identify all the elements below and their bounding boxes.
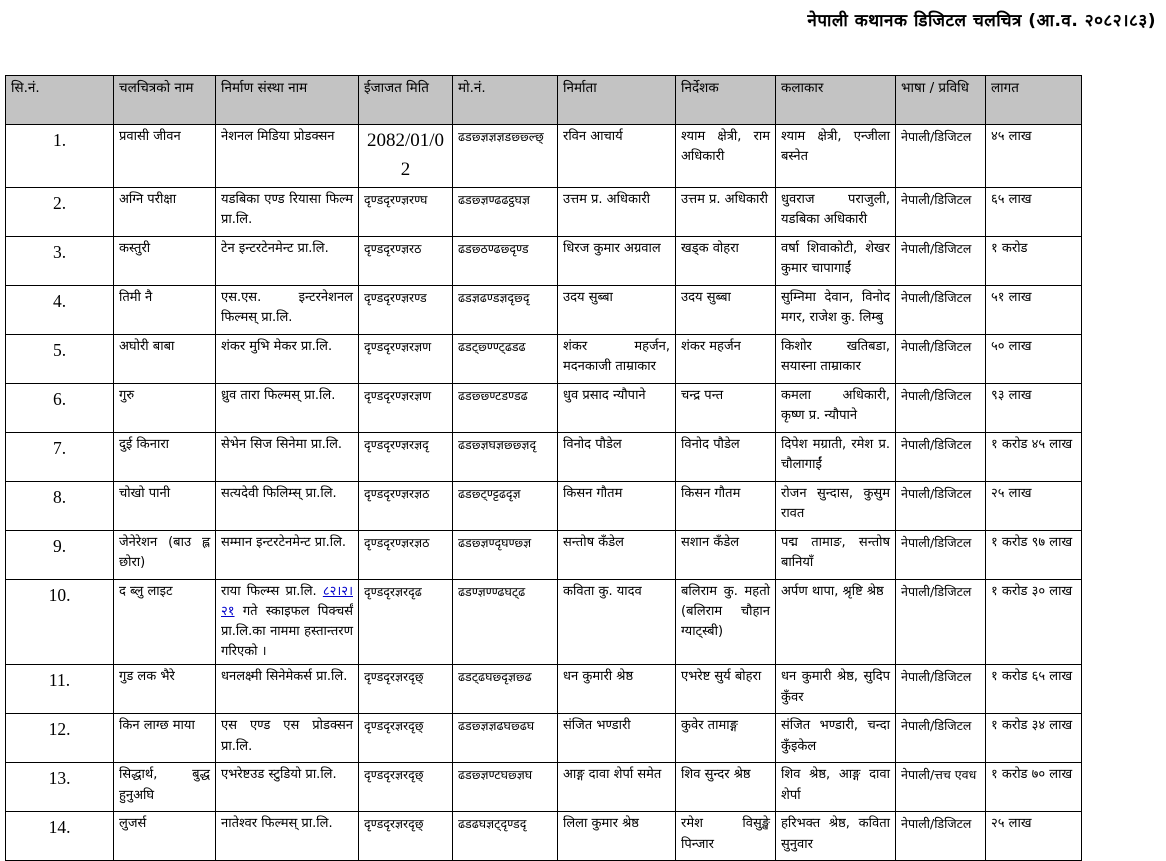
cell-mobile: ढडछ्ट्ण्ट्टढदृज्ञ	[453, 481, 558, 530]
cell-producer: शंकर महर्जन, मदनकाजी ताम्राकार	[558, 334, 676, 383]
cell-director: रमेश विसुङ्खे पिन्जार	[676, 812, 776, 861]
cell-cost: १ करोड ६५ लाख	[986, 665, 1082, 714]
cell-date: दृण्डदृरण्ज्ञरठ	[359, 236, 453, 285]
cell-cast: धुवराज पराजुली, यडबिका अधिकारी	[776, 187, 896, 236]
cell-mobile: ढडज्ञढण्डज्ञदृछ्दृ	[453, 285, 558, 334]
cell-producer: उत्तम प्र. अधिकारी	[558, 187, 676, 236]
cell-mobile: ढडढघज्ञट्दृण्डदृ	[453, 812, 558, 861]
cell-cast: हरिभक्त श्रेष्ठ, कविता सुनुवार	[776, 812, 896, 861]
cell-company: सत्यदेवी फिलिम्स् प्रा.लि.	[216, 481, 359, 530]
cell-date: दृण्डदृरण्ज्ञरज्ञदृ	[359, 432, 453, 481]
cell-cast: अर्पण थापा, श्रृष्टि श्रेष्ठ	[776, 579, 896, 665]
cell-sn: 6.	[6, 383, 114, 432]
cell-mobile: ढडट्ढघछ्दृज्ञछ्ढ	[453, 665, 558, 714]
header-cast: कलाकार	[776, 76, 896, 125]
cell-cast: दिपेश मग्राती, रमेश प्र. चौलागाईं	[776, 432, 896, 481]
cell-producer: धिरज कुमार अग्रवाल	[558, 236, 676, 285]
cell-cost: १ करोड ४५ लाख	[986, 432, 1082, 481]
header-production-company: निर्माण संस्था नाम	[216, 76, 359, 125]
company-text: गते स्काइफल पिक्चर्सं प्रा.लि.का नाममा हस्तान्तरण गरिएको ।	[221, 604, 353, 660]
cell-mobile: ढडट्छ्ण्ण्ट्ढडढ	[453, 334, 558, 383]
cell-company: एस एण्ड एस प्रोडक्सन प्रा.लि.	[216, 714, 359, 763]
table-row	[6, 187, 1082, 236]
header-serial-number: सि.नं.	[6, 76, 114, 125]
cell-company	[216, 579, 359, 665]
cell-name: गुड लक भैरे	[114, 665, 216, 714]
cell-name: सिद्धार्थ, बुद्ध हुनुअघि	[114, 763, 216, 812]
cell-language: नेपाली/डिजिटल	[896, 383, 986, 432]
cell-language: नेपाली/त्तच एवध	[896, 763, 986, 812]
cell-producer: रविन आचार्य	[558, 125, 676, 188]
cell-date: 2082/01/02	[359, 125, 453, 188]
cell-company: टेन इन्टरटेनमेन्ट प्रा.लि.	[216, 236, 359, 285]
cell-language: नेपाली/डिजिटल	[896, 187, 986, 236]
table-row	[6, 530, 1082, 579]
cell-sn: 12.	[6, 714, 114, 763]
cell-cost: ४५ लाख	[986, 125, 1082, 188]
cell-cost: १ करोड	[986, 236, 1082, 285]
cell-sn: 9.	[6, 530, 114, 579]
cell-company: शंकर मुभि मेकर प्रा.लि.	[216, 334, 359, 383]
table-row	[6, 125, 1082, 188]
cell-language: नेपाली/डिजिटल	[896, 714, 986, 763]
cell-cast: श्याम क्षेत्री, एन्जीला बस्नेत	[776, 125, 896, 188]
cell-language: नेपाली/डिजिटल	[896, 579, 986, 665]
company-text: राया फिल्म्स प्रा.लि.	[221, 583, 323, 599]
cell-language: नेपाली/डिजिटल	[896, 236, 986, 285]
cell-sn: 5.	[6, 334, 114, 383]
cell-name: लुजर्स	[114, 812, 216, 861]
cell-language: नेपाली/डिजिटल	[896, 285, 986, 334]
cell-date: दृण्डदृरण्ज्ञरण्ड	[359, 285, 453, 334]
cell-name: दुई किनारा	[114, 432, 216, 481]
cell-director: श्याम क्षेत्री, राम अधिकारी	[676, 125, 776, 188]
cell-date: दृण्डदृरण्ज्ञरज्ञठ	[359, 530, 453, 579]
cell-cast: शिव श्रेष्ठ, आङ्ग दावा शेर्पा	[776, 763, 896, 812]
cell-producer: लिला कुमार श्रेष्ठ	[558, 812, 676, 861]
cell-director: कुवेर तामाङ्ग	[676, 714, 776, 763]
cell-mobile: ढडछ्ज्ञज्ञढघछ्ढघ	[453, 714, 558, 763]
table-row	[6, 432, 1082, 481]
cell-sn: 14.	[6, 812, 114, 861]
cell-name: चोखो पानी	[114, 481, 216, 530]
cell-cost: २५ लाख	[986, 481, 1082, 530]
cell-producer: विनोद पौडेल	[558, 432, 676, 481]
cell-date: दृण्डदृरज्ञरदृछ्	[359, 812, 453, 861]
cell-producer: धन कुमारी श्रेष्ठ	[558, 665, 676, 714]
table-row	[6, 812, 1082, 861]
cell-name: तिमी नै	[114, 285, 216, 334]
cell-producer: उदय सुब्बा	[558, 285, 676, 334]
cell-company: यडबिका एण्ड रियासा फिल्म प्रा.लि.	[216, 187, 359, 236]
cell-cost: १ करोड ३० लाख	[986, 579, 1082, 665]
cell-company: नेशनल मिडिया प्रोडक्सन	[216, 125, 359, 188]
table-row	[6, 763, 1082, 812]
cell-sn: 8.	[6, 481, 114, 530]
cell-mobile: ढडछ्ज्ञण्टघछ्ज्ञघ	[453, 763, 558, 812]
table-row	[6, 714, 1082, 763]
cell-company: एभरेष्टउड स्टुडियो प्रा.लि.	[216, 763, 359, 812]
cell-sn: 7.	[6, 432, 114, 481]
header-director: निर्देशक	[676, 76, 776, 125]
cell-language: नेपाली/डिजिटल	[896, 125, 986, 188]
cell-date: दृण्डदृरण्ज्ञरण्घ	[359, 187, 453, 236]
cell-director: विनोद पौडेल	[676, 432, 776, 481]
cell-date: दृण्डदृरज्ञरदृछ्	[359, 714, 453, 763]
cell-company: नातेश्वर फिल्मस् प्रा.लि.	[216, 812, 359, 861]
cell-language: नेपाली/डिजिटल	[896, 812, 986, 861]
cell-name: अग्नि परीक्षा	[114, 187, 216, 236]
cell-date: दृण्डदृरज्ञरदृछ्	[359, 763, 453, 812]
table-row	[6, 481, 1082, 530]
cell-director: एभरेष्ट सुर्य बोहरा	[676, 665, 776, 714]
header-permit-date: ईजाजत मिति	[359, 76, 453, 125]
cell-cost: ९३ लाख	[986, 383, 1082, 432]
cell-cast: वर्षा शिवाकोटी, शेखर कुमार चापागाईं	[776, 236, 896, 285]
cell-director: शंकर महर्जन	[676, 334, 776, 383]
cell-cast: कमला अधिकारी, कृष्ण प्र. न्यौपाने	[776, 383, 896, 432]
cell-sn: 4.	[6, 285, 114, 334]
table-row	[6, 665, 1082, 714]
cell-mobile: ढडछ्ज्ञघज्ञछ्छ्ज्ञदृ	[453, 432, 558, 481]
cell-producer: संजित भण्डारी	[558, 714, 676, 763]
cell-director: किसन गौतम	[676, 481, 776, 530]
cell-name: किन लाग्छ माया	[114, 714, 216, 763]
cell-sn: 11.	[6, 665, 114, 714]
cell-company: सेभेन सिज सिनेमा प्रा.लि.	[216, 432, 359, 481]
table-body	[6, 125, 1082, 861]
cell-sn: 3.	[6, 236, 114, 285]
cell-mobile: ढडछ्ज्ञण्दृघण्छ्ज्ञ	[453, 530, 558, 579]
header-language-technology: भाषा / प्रविधि	[896, 76, 986, 125]
cell-mobile: ढडछ्ठण्ढछ्दृण्ड	[453, 236, 558, 285]
cell-cost: १ करोड ९७ लाख	[986, 530, 1082, 579]
cell-name: प्रवासी जीवन	[114, 125, 216, 188]
cell-date: दृण्डदृरण्ज्ञरज्ञठ	[359, 481, 453, 530]
cell-director: उत्तम प्र. अधिकारी	[676, 187, 776, 236]
cell-company: ध्रुव तारा फिल्मस् प्रा.लि.	[216, 383, 359, 432]
page-title: नेपाली कथानक डिजिटल चलचित्र (आ.व. २०८२।८३)	[807, 11, 1156, 31]
cell-company: एस.एस. इन्टरनेशनल फिल्मस् प्रा.लि.	[216, 285, 359, 334]
cell-cost: १ करोड ३४ लाख	[986, 714, 1082, 763]
cell-producer: धुव प्रसाद न्यौपाने	[558, 383, 676, 432]
cell-producer: आङ्ग दावा शेर्पा समेत	[558, 763, 676, 812]
cell-sn: 2.	[6, 187, 114, 236]
cell-cost: ५० लाख	[986, 334, 1082, 383]
cell-mobile: ढडछ्ज्ञण्ढढट्ठघज्ञ	[453, 187, 558, 236]
cell-mobile: ढडछ्ज्ञज्ञज्ञडछ्छ्ल्छ्	[453, 125, 558, 188]
cell-director: खड्क वोहरा	[676, 236, 776, 285]
cell-date: दृण्डदृरज्ञरदृछ्	[359, 665, 453, 714]
cell-cost: १ करोड ७० लाख	[986, 763, 1082, 812]
cell-date: दृण्डदृरण्ज्ञरज्ञण	[359, 334, 453, 383]
cell-director: सशान कँडेल	[676, 530, 776, 579]
cell-director: चन्द्र पन्त	[676, 383, 776, 432]
cell-director: बलिराम कु. महतो (बलिराम चौहान ग्याट्स्बी)	[676, 579, 776, 665]
cell-sn: 10.	[6, 579, 114, 665]
films-table	[5, 75, 1082, 861]
header-cost: लागत	[986, 76, 1082, 125]
header-producer: निर्माता	[558, 76, 676, 125]
cell-language: नेपाली/डिजिटल	[896, 481, 986, 530]
cell-language: नेपाली/डिजिटल	[896, 530, 986, 579]
table-row	[6, 334, 1082, 383]
table-row	[6, 383, 1082, 432]
transfer-date-link[interactable]: ८२।२।२१	[221, 583, 353, 620]
cell-company: धनलक्ष्मी सिनेमेकर्स प्रा.लि.	[216, 665, 359, 714]
cell-director: उदय सुब्बा	[676, 285, 776, 334]
cell-cast: सुम्निमा देवान, विनोद मगर, राजेश कु. लिम्बु	[776, 285, 896, 334]
cell-producer: किसन गौतम	[558, 481, 676, 530]
cell-name: जेनेरेशन (बाउ ह्ल छोरा)	[114, 530, 216, 579]
cell-mobile: ढडछ्छ्ण्टडण्डढ	[453, 383, 558, 432]
cell-director: शिव सुन्दर श्रेष्ठ	[676, 763, 776, 812]
table-row	[6, 285, 1082, 334]
cell-language: नेपाली/डिजिटल	[896, 432, 986, 481]
cell-cast: पद्म तामाङ, सन्तोष बानियाँ	[776, 530, 896, 579]
cell-cast: किशोर खतिबडा, सयास्ना ताम्राकार	[776, 334, 896, 383]
cell-sn: 1.	[6, 125, 114, 188]
cell-cost: २५ लाख	[986, 812, 1082, 861]
cell-cost: ६५ लाख	[986, 187, 1082, 236]
cell-cost: ५१ लाख	[986, 285, 1082, 334]
cell-mobile: ढडण्ज्ञण्ण्ढघट्ढ	[453, 579, 558, 665]
cell-date: दृण्डदृरज्ञरदृढ	[359, 579, 453, 665]
header-film-name: चलचित्रको नाम	[114, 76, 216, 125]
cell-producer: सन्तोष कँडेल	[558, 530, 676, 579]
cell-cast: धन कुमारी श्रेष्ठ, सुदिप कुँवर	[776, 665, 896, 714]
header-mobile-number: मो.नं.	[453, 76, 558, 125]
cell-producer: कविता कु. यादव	[558, 579, 676, 665]
table-header-row	[6, 76, 1082, 125]
cell-company: सम्मान इन्टरटेनमेन्ट प्रा.लि.	[216, 530, 359, 579]
cell-language: नेपाली/डिजिटल	[896, 665, 986, 714]
table-row	[6, 579, 1082, 665]
table-row	[6, 236, 1082, 285]
cell-name: द ब्लु लाइट	[114, 579, 216, 665]
cell-name: कस्तुरी	[114, 236, 216, 285]
cell-name: अघोरी बाबा	[114, 334, 216, 383]
cell-cast: संजित भण्डारी, चन्दा कुँइकेल	[776, 714, 896, 763]
cell-cast: रोजन सुन्दास, कुसुम रावत	[776, 481, 896, 530]
cell-language: नेपाली/डिजिटल	[896, 334, 986, 383]
cell-name: गुरु	[114, 383, 216, 432]
cell-sn: 13.	[6, 763, 114, 812]
cell-date: दृण्डदृरण्ज्ञरज्ञण	[359, 383, 453, 432]
